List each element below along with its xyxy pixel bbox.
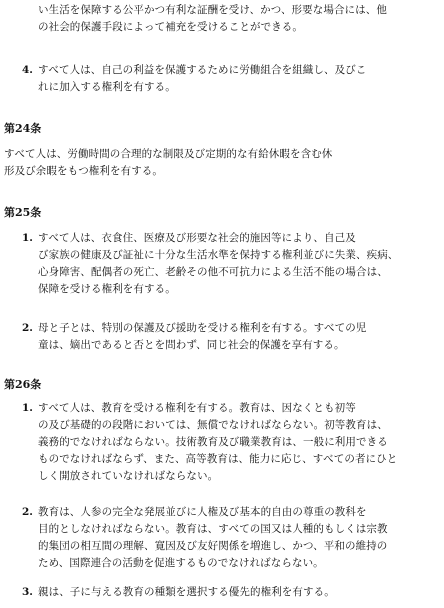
text-line: すべて人は、自己の利益を保護するために労働組合を組織し、及びこ bbox=[38, 64, 367, 76]
text-line: ものでなければならず、また、高等教育は、能力に応じ、すべての者にひと bbox=[38, 453, 398, 465]
text-line: れに加入する権利を有する。 bbox=[38, 81, 176, 93]
text-line: すべて人は、労働時間の合理的な制限及び定期的な有給休暇を含む休 bbox=[4, 148, 333, 160]
text-line: 親は、子に与える教育の種類を選択する優先的権利を有する。 bbox=[38, 586, 335, 598]
text-line: 心身障害、配偶者の死亡、老齢その他不可抗力による生活不能の場合は、 bbox=[38, 266, 388, 278]
text-line: 保障を受ける権利を有する。 bbox=[38, 283, 176, 295]
text-line: 童は、嫡出であると否とを問わず、同じ社会的保護を享有する。 bbox=[38, 339, 345, 351]
item-number: 2. bbox=[22, 322, 33, 334]
article-heading: 第25条 bbox=[4, 206, 42, 219]
text-line: ため、国際連合の活動を促進するものでなければならない。 bbox=[38, 557, 324, 569]
text-line: しく開放されていなければならない。 bbox=[38, 470, 219, 482]
text-line: すべて人は、教育を受ける権利を有する。教育は、因なくとも初等 bbox=[38, 402, 356, 414]
text-line: の及び基礎的の段階においては、無償でなければならない。初等教育は、 bbox=[38, 419, 388, 431]
text-line: 目的としなければならない。教育は、すべての国又は人種的もしくは宗教 bbox=[38, 523, 388, 535]
text-line: 的集団の相互間の理解、寛因及び友好関係を増進し、かつ、平和の維持の bbox=[38, 540, 388, 552]
text-line: い生活を保障する公平かつ有利な証酬を受け、かつ、形要な場合には、他 bbox=[38, 4, 387, 16]
item-number: 1. bbox=[22, 232, 33, 244]
item-number: 3. bbox=[22, 586, 33, 598]
text-line: 義務的でなければならない。技術教育及び職業教育は、一般に利用できる bbox=[38, 436, 388, 448]
text-line: すべて人は、衣食住、医療及び形要な社会的施因等により、自己及 bbox=[38, 232, 356, 244]
text-line: び家族の健康及び証祉に十分な生活水準を保持する権利並びに失業、疾病、 bbox=[38, 249, 399, 261]
text-line: 形及び余暇をもつ権利を有する。 bbox=[4, 165, 163, 177]
article-heading: 第26条 bbox=[4, 378, 42, 391]
text-line: 母と子とは、特別の保護及び援助を受ける権利を有する。すべての児 bbox=[38, 322, 367, 334]
item-number: 2. bbox=[22, 506, 33, 518]
item-number: 4. bbox=[22, 64, 33, 76]
item-number: 1. bbox=[22, 402, 33, 414]
article-heading: 第24条 bbox=[4, 122, 42, 135]
text-line: の社会的保護手段によって補充を受けることができる。 bbox=[38, 21, 303, 33]
text-line: 教育は、人参の完全な発展並びに人権及び基本的自由の尊重の教科を bbox=[38, 506, 367, 518]
